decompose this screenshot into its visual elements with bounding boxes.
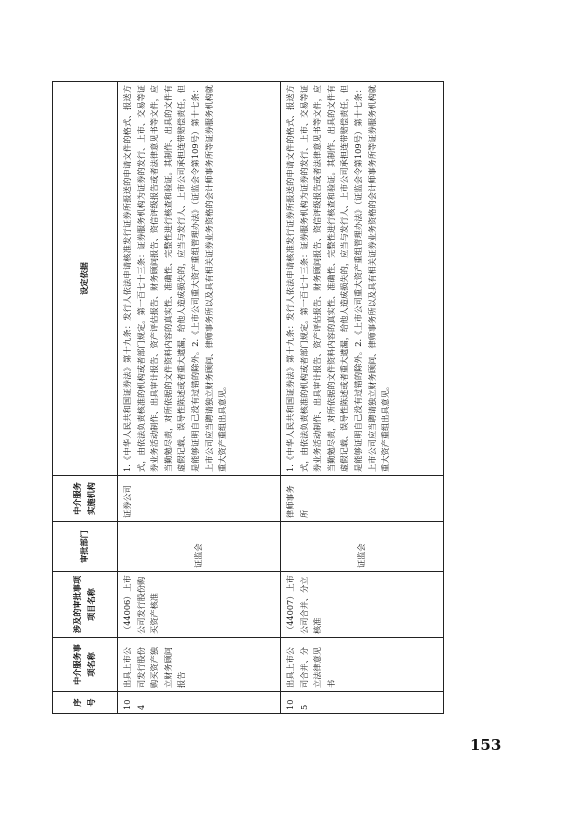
row-approval-item: （44006）上市公司发行股份购买资产核准 [118,572,281,638]
row-org: 证券公司 [118,476,281,522]
header-approval-item: 涉及的审批事项项目名称 [53,572,118,638]
header-dept: 审批部门 [53,522,118,572]
row-dept: 证监会 [281,522,444,572]
table-row [118,82,281,714]
row-seq: 105 [281,692,444,714]
row-approval-item: （44007）上市公司合并、分立核准 [281,572,444,638]
row-basis: 1.《中华人民共和国证券法》第十九条：发行人依法申请核准发行证券所报送的申请文件的格式、报送方式，由依法负责核准的机构或者部门规定。第一百七十三条：证券服务机构为证券的发行、上市、交易等证券业务活动制作、出具审计报告、资产评估报告、财务顾问报告、资信评级报告或者法律意见书等文件，应当勤勉尽责，对所依据的文件资料内容的真实性、准确性、完整性进行核查和验证。其制作、出具的文件有虚假记载、误导性陈述或者重大遗漏，给他人造成损失的，应当与发行人、上市公司承担连带赔偿责任，但是能够证明自己没有过错的除外。2.《上市公司重大资产重组管理办法》（证监会令第109号）第十七条：上市公司应当聘请独立财务顾问、律师事务所以及具有相关证券业务资格的会计师事务所等证券服务机构就重大资产重组出具意见。 [118,82,281,476]
header-service-name: 中介服务事项名称 [53,638,118,692]
row-basis: 1.《中华人民共和国证券法》第十九条：发行人依法申请核准发行证券所报送的申请文件的格式、报送方式，由依法负责核准的机构或者部门规定。第一百七十三条：证券服务机构为证券的发行、上市、交易等证券业务活动制作、出具审计报告、资产评估报告、财务顾问报告、资信评级报告或者法律意见书等文件，应当勤勉尽责，对所依据的文件资料内容的真实性、准确性、完整性进行核查和验证。其制作、出具的文件有虚假记载、误导性陈述或者重大遗漏，给他人造成损失的，应当与发行人、上市公司承担连带赔偿责任，但是能够证明自己没有过错的除外。2.《上市公司重大资产重组管理办法》（证监会令第109号）第十七条：上市公司应当聘请独立财务顾问、律师事务所以及具有相关证券业务资格的会计师事务所等证券服务机构就重大资产重组出具意见。 [281,82,444,476]
header-basis: 设定依据 [53,82,118,476]
row-seq: 104 [118,692,281,714]
row-service-name: 出具上市公司发行股份购买资产独立财务顾问报告 [118,638,281,692]
page-number: 153 [470,736,502,754]
row-service-name: 出具上市公司合并、分立法律意见书 [281,638,444,692]
intermediary-services-table [52,81,444,714]
rotated-table-container [52,82,464,714]
table-row [281,82,444,714]
header-org: 中介服务实施机构 [53,476,118,522]
table-header-row [53,82,118,714]
row-dept: 证监会 [118,522,281,572]
row-org: 律师事务所 [281,476,444,522]
header-seq: 序号 [53,692,118,714]
